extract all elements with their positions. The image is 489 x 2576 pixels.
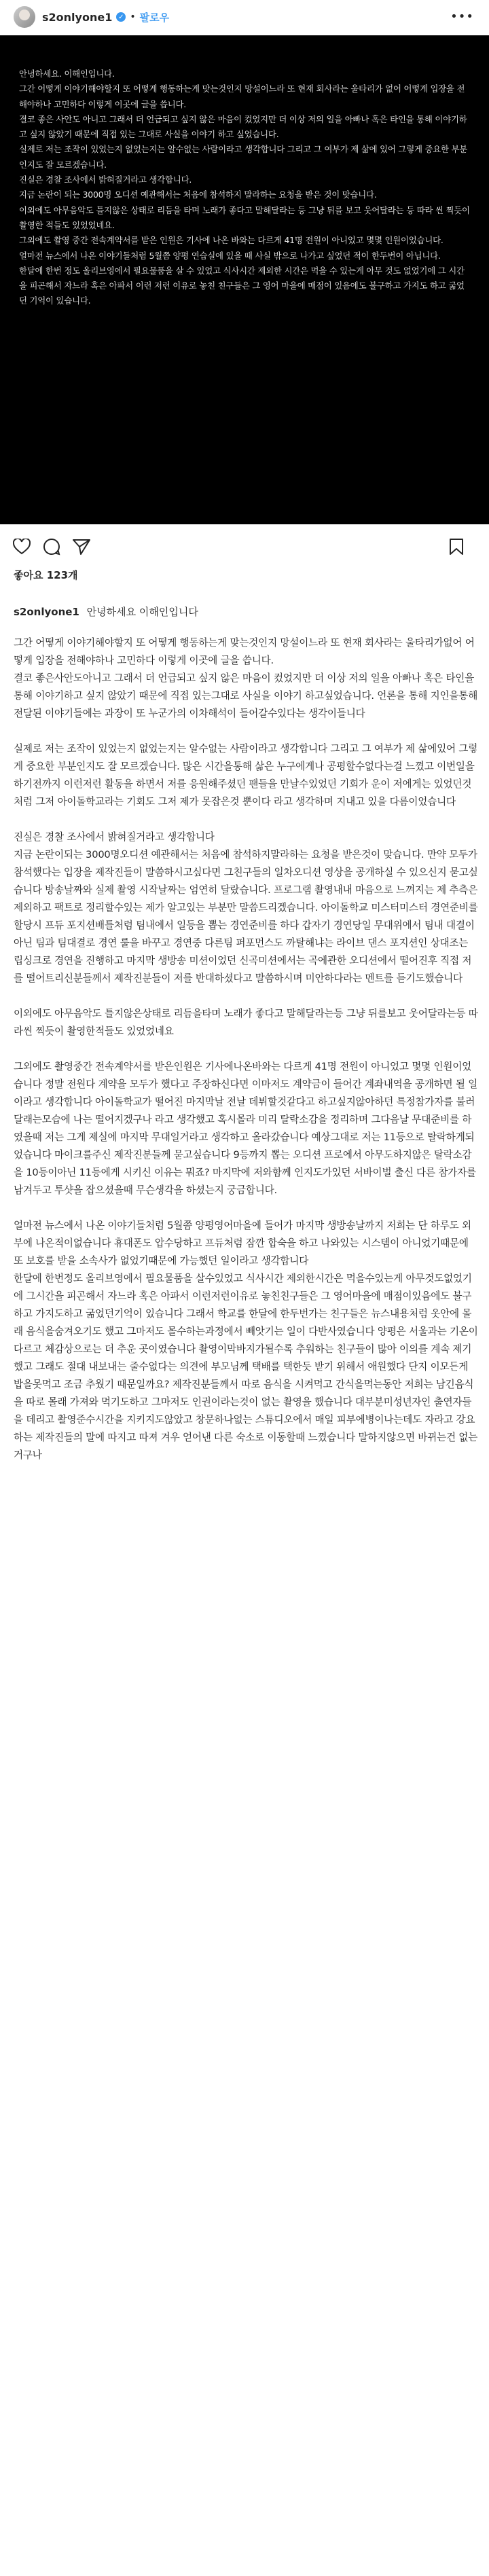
share-icon[interactable] [72,537,91,556]
avatar[interactable] [14,6,35,28]
action-bar [0,530,489,564]
caption [14,603,475,621]
comment-icon[interactable] [42,537,61,556]
more-options-icon[interactable]: ••• [450,10,474,24]
body-paragraph: 그외에도 촬영중간 전속계약서를 받은인원은 기사에나온바와는 다르게 41명 전원이 아니었고 몇몇 인원이었습니다 정말 전원다 계약을 모두가 했다고 주장하신다면 이마저도 계약금이 들어간 계좌내역을 공개하면 될 일이라고 생각합니다 아이돌학교가 떨어진 마지막날 전날 데뷔할것같다고 하고싶지않아하던 특정참가자를 불러 달래는모습에 나는 떨어지겠구나 라고 생각했고 혹시몰라 미리 탈락소감을 정리하며 그다음날 무대준비를 하였을때 저는 그게 제실에 마지막 무대일거라고 생각하고 올라갔습니다 예상그대로 저는 11등으로 탈락하게되었습니다 마이크를주신 제작진분들께 묻고싶습니다 9등까지 뽑는 오디션 프로에서 아무도하지않은 탈락소감을 10등이아닌 11등에게 시키신 이유는 뭐죠? 마지막에 저와함께 인지도가있던 서바이벌 출신 다른 참가자를 남겨두고 투샷을 잡으셨을때 무슨생각을 하셨는지 궁금합니다. [14,1061,478,1196]
body-paragraph: 진실은 경찰 조사에서 밝혀질거라고 생각합니다 지금 논란이되는 3000명오디션 예관해서는 처음에 참석하지말라하는 요청을 받은것이 맞습니다. 만약 모두가 참석했다는 입장을 제작진들이 말씀하시고싶다면 그친구들의 일차오디션 영상을 공개하실 수 있으신지 묻고싶습니다 방송날짜와 실제 촬영 시작날짜는 엄연히 달랐습니다. 프로그램 촬영내내 마음으로 느껴지는 제 추측은 제외하고 팩트로 정리할수있는 제가 알고있는 부분만 말씀드리겠습니다. 아이돌학교 미스터미스터 경연준비를 할당시 프듀 포지션배틀처럼 팀내에서 일등을 뽑는 경연준비를 하다 갑자기 경연당일 무대위에서 팀내 대결이아닌 팀과 팀대결로 경연 룰을 바꾸고 경연중 다른팀 퍼포먼스도 까탈해냐는 라이브 댄스 포지션인 상대조는 립싱크로 경연을 진행하고 마지막 생방송 미션이었던 신곡미션에서는 곡에관한 오디션에서 떨어진후 직접 저를 떨어트리신분들께서 제작진분들이 저를 반대하셨다고 말씀하시며 미안하다라는 멘트를 듣기도했습니다 [14,831,478,984]
post-header [0,0,489,34]
body-paragraph: 실제로 저는 조작이 있었는지 없었는지는 알수없는 사람이라고 생각합니다 그리고 그 여부가 제 삶에있어 그렇게 중요한 부분인지도 잘 모르겠습니다. 많은 시간을통해 삶은 누구에게나 공평할수없다는걸 느꼈고 이번일을 하기전까지 이런저런 활동을 하면서 저를 응원해주셨던 팬들을 만날수있었던 기회가 운이 저에게는 있었던것 처럼 그저 아이돌학교라는 기회도 그저 제가 못잡은것 뿐이다 라고 생각하며 지내고 있을 다름이었습니다 [14,743,478,808]
post-image[interactable] [0,35,489,524]
likes-count[interactable]: 좋아요 123개 [14,569,78,581]
bookmark-icon[interactable] [447,537,466,556]
post-username[interactable]: s2onlyone1 [42,10,113,24]
verified-badge-icon: ✓ [116,12,126,22]
body-paragraph: 그간 어떻게 이야기해야할지 또 어떻게 행동하는게 맞는것인지 망설이느라 또 현재 회사라는 울타리가없어 어떻게 입장을 전해야하나 고민하다 이렇게 이곳에 글을 씁니다. 결코 좋은사안도아니고 그래서 더 언급되고 싶지 않은 마음이 컸었지만 더 이상 저의 일을 아빠나 혹은 타인을통해 이야기하고 싶지 않았기 때문에 직접 있는그대로 사실을 이야기 하고싶었습니다. 언론을 통해 지인을통해 전달된 이야기들에는 과장이 또 누군가의 이차해석이 들어갈수있다는 생각이들니다 [14,637,478,719]
body-paragraph: 이외에도 아무음악도 틀지않은상태로 리듬을타며 노래가 좋다고 말해달라는등 그냥 뒤를보고 웃어달라는등 따라씬 찍듯이 촬영한적들도 있었었네요 [14,1008,478,1037]
caption-text: 안녕하세요 이해인입니다 [86,606,198,618]
caption-body [14,634,478,1482]
follow-button[interactable]: 팔로우 [139,11,170,24]
heart-icon[interactable] [12,537,31,556]
post-image-letter-text: 안녕하세요. 이해인입니다. 그간 어떻게 이야기해야할지 또 어떻게 행동하는게 맞는것인지 망설이느라 또 현재 회사라는 울타리가 없어 어떻게 입장을 전해야하나 고민하다 이렇게 이곳에 글을 씁니다. 결코 좋은 사안도 아니고 그래서 더 언급되고 싶지 않은 마음이 컸었지만 더 이상 저의 일을 아빠나 혹은 타인을 통해 이야기하고 싶지 않았기 때문에 직접 있는 그대로 사실을 이야기 하고 싶었습니다. 실제로 저는 조작이 있었는지 없었는지는 알수없는 사람이라고 생각합니다 그리고 그 여부가 제 삶에 있어 그렇게 중요한 부분인지도 잘 모르겠습니다. 진실은 경찰 조사에서 밝혀질거라고 생각합니다. 지금 논란이 되는 3000명 오디션 예관해서는 처음에 참석하지 말라하는 요청을 받은 것이 맞습니다. 이외에도 아무음악도 틀지않은 상태로 리듬을 타며 노래가 좋다고 말해달라는 등 그냥 뒤를 보고 웃어달라는 등 따라 씬 찍듯이 촬영한 적들도 있었었네요. 그외에도 촬영 중간 전속계약서를 받은 인원은 기사에 나온 바와는 다르게 41명 전원이 아니었고 몇몇 인원이었습니다. 얼마전 뉴스에서 나온 이야기들처럼 5월쯤 양평 연습실에 있을 때 사실 밖으로 나가고 싶었던 적이 한두번이 아닙니다. 한달에 한번 정도 올리브영에서 필요물품을 살 수 있었고 식사시간 제외한 시간은 먹을 수 있는게 아무 것도 없었기에 그 시간을 피곤해서 자느라 혹은 아파서 이런 저런 이유로 놓친 친구들은 그 영어 마을에 매점이 있음에도 불구하고 가지도 하고 굶었던 기억이 있습니다. [19,69,470,306]
caption-username[interactable]: s2onlyone1 [14,606,79,618]
body-paragraph: 얼마전 뉴스에서 나온 이야기들처럼 5월쯤 양평영어마을에 들어가 마지막 생방송날까지 저희는 단 하루도 외부에 나온적이없습니다 휴대폰도 압수당하고 프듀처럼 잠깐 합숙을 하고 나와있는 시스템이 아니었기때문에 또 보호를 받을 소속사가 없었기때문에 가능했던 일이라고 생각합니다 한달에 한번정도 올리브영에서 필요물품을 살수있었고 식사시간 제외한시간은 먹을수있는게 아무것도없었기에 그시간을 피곤해서 자느라 혹은 아파서 이런저런이유로 놓친친구들은 그 영어마을에 매점이있음에도 불구하고 가지도하고 굶었던기억이 있습니다 그래서 학교를 한달에 한두번가는 친구들은 뉴스내용처럼 옷안에 몰래 음식을숨겨오기도 했고 그마저도 몰수하는과정에서 빼앗기는 일이 다반사였습니다 양평은 서울과는 기온이다르고 체감상으로는 더 추운 곳이였습니다 촬영이막바지가될수록 추워하는 친구들이 많아 이의를 계속 제기했고 그래도 절대 내보내는 줄수없다는 의견에 부모님께 택배를 택한듯 받기 위해서 애원했다 단지 이모든게 밥을못먹고 조금 추웠기 때문일까요? 제작진분들께서 따로 음식을 시켜먹고 간식을먹는동안 저희는 남긴음식을 따로 몰래 가져와 먹기도하고 그마저도 인권이라는것이 없는 촬영을 했습니다 대부분미성년자인 출연자들을 데리고 촬영준수시간을 지키지도않았고 창문하나없는 스튜디오에서 매일 피부에병이나는데도 자라고 강요하는 제작진들의 말에 따지고 따져 겨우 얻어낸 다른 숙소로 이동할때 느꼈습니다 말하지않으면 바뀌는건 없는거구나 [14,1220,478,1461]
header-separator: • [130,12,136,22]
